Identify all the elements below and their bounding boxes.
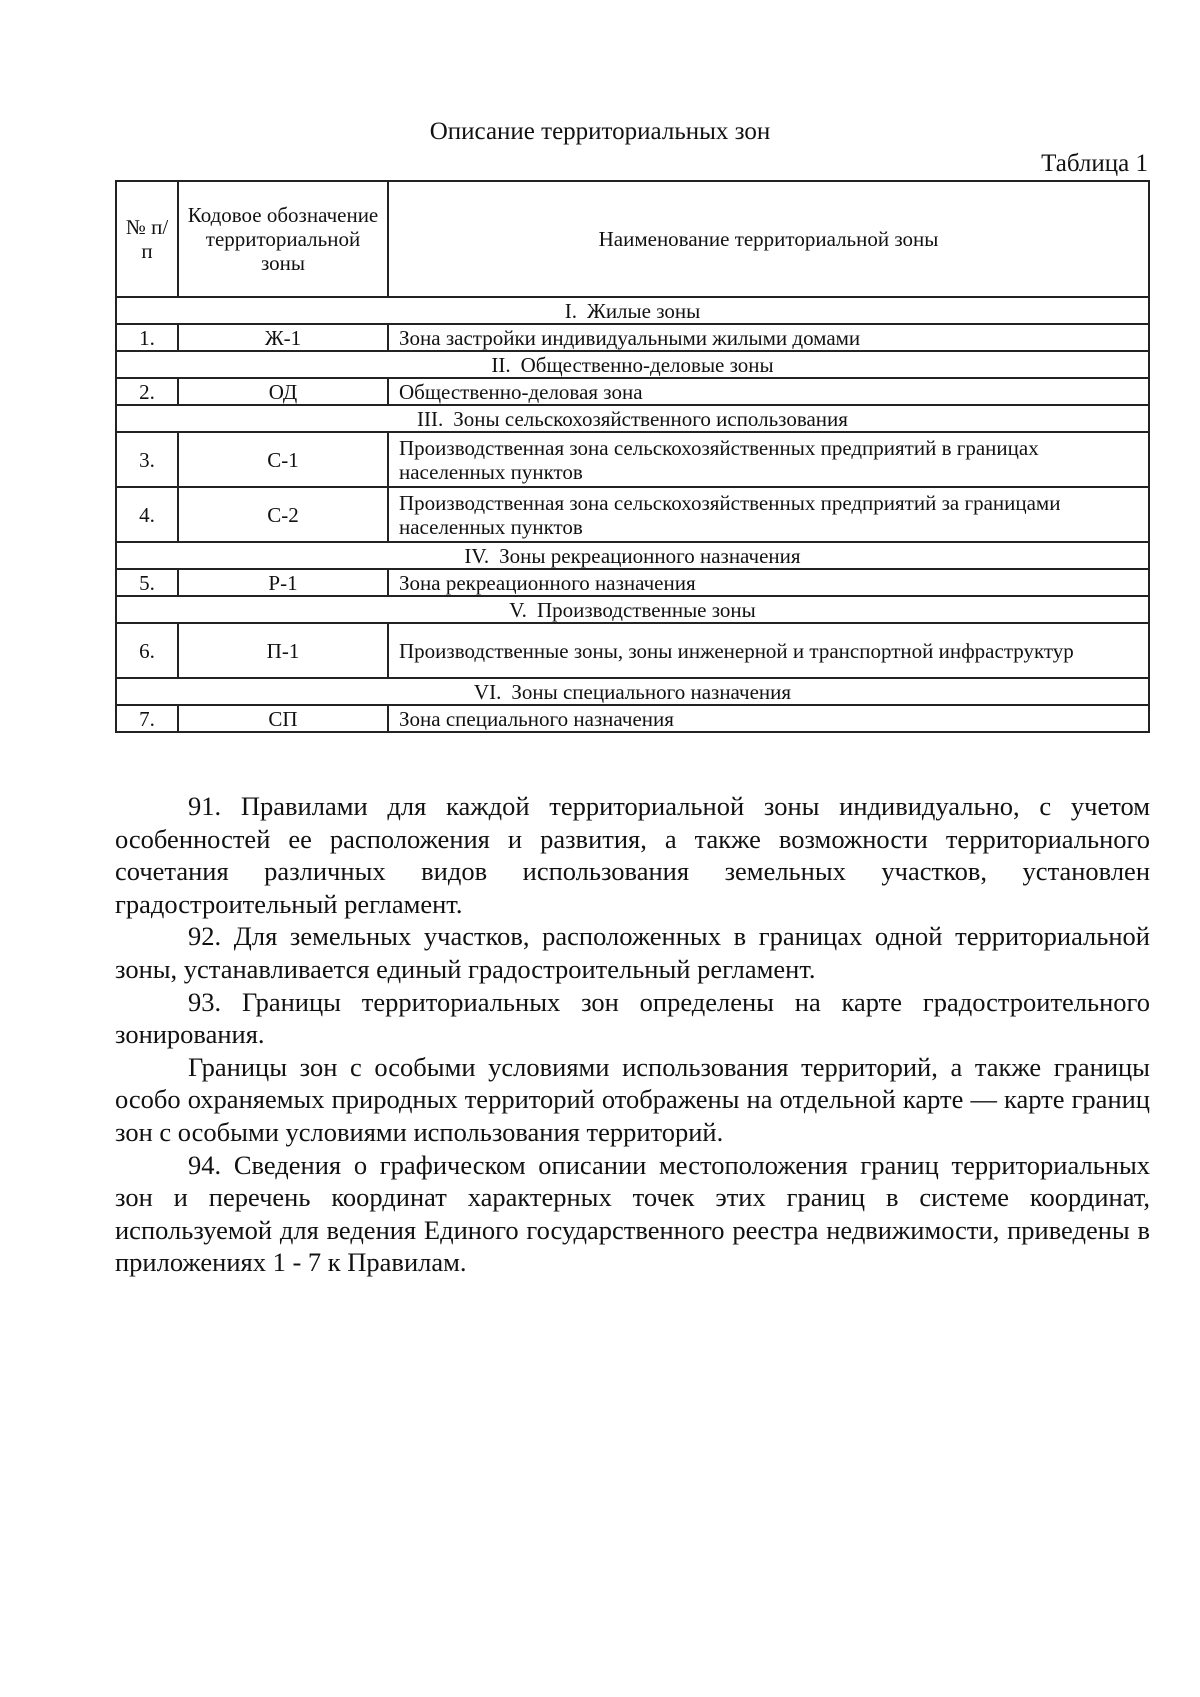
- section-heading-row: [116, 542, 1149, 569]
- section-number: IV.: [464, 543, 490, 568]
- row-num: 4.: [116, 487, 178, 542]
- section-heading-row: [116, 297, 1149, 324]
- row-num: 3.: [116, 432, 178, 487]
- paragraph-93-continued: Границы зон с особыми условиями использования территорий, а также границы особо охраняемых природных территорий отображены на отдельной карте — карте границ зон с особыми условиями использования территорий.: [115, 1051, 1150, 1147]
- section-title: Зоны сельскохозяйственного использования: [453, 406, 848, 431]
- section-number: II.: [491, 352, 511, 377]
- row-num: 2.: [116, 378, 178, 405]
- paragraph-92: 92. Для земельных участков, расположенных в границах одной территориальной зоны, устанавливается единый градостроительный регламент.: [115, 921, 1150, 984]
- table-row: [116, 623, 1149, 678]
- row-code: Р-1: [178, 569, 388, 596]
- table-row: [116, 569, 1149, 596]
- zones-table: [115, 180, 1150, 733]
- row-name: Зона застройки индивидуальными жилыми домами: [388, 324, 1149, 351]
- section-number: III.: [417, 406, 444, 431]
- body-text: [115, 790, 1150, 1279]
- row-code: СП: [178, 705, 388, 732]
- header-name: Наименование территориальной зоны: [388, 181, 1149, 297]
- section-title: Общественно-деловые зоны: [520, 352, 774, 377]
- row-name: Зона рекреационного назначения: [388, 569, 1149, 596]
- page-title: Описание территориальных зон: [429, 118, 771, 145]
- row-name: Общественно-деловая зона: [388, 378, 1149, 405]
- header-num: № п/п: [116, 181, 178, 297]
- table-row: [116, 432, 1149, 487]
- row-name: Зона специального назначения: [388, 705, 1149, 732]
- section-heading-row: [116, 596, 1149, 623]
- section-number: I.: [564, 298, 577, 323]
- row-code: Ж-1: [178, 324, 388, 351]
- paragraph-93: 93. Границы территориальных зон определены на карте градостроительного зонирования.: [115, 986, 1150, 1050]
- table-row: [116, 324, 1149, 351]
- table-label: Таблица 1: [1041, 150, 1148, 177]
- section-title: Производственные зоны: [536, 597, 756, 622]
- row-num: 7.: [116, 705, 178, 732]
- table-header-row: [116, 181, 1149, 297]
- row-name: Производственная зона сельскохозяйственных предприятий в границах населенных пунктов: [388, 432, 1149, 487]
- table-row: [116, 378, 1149, 405]
- row-num: 1.: [116, 324, 178, 351]
- section-heading-row: [116, 678, 1149, 705]
- row-num: 6.: [116, 623, 178, 678]
- table-row: [116, 487, 1149, 542]
- row-code: ОД: [178, 378, 388, 405]
- row-num: 5.: [116, 569, 178, 596]
- row-name: Производственная зона сельскохозяйственных предприятий за границами населенных пунктов: [388, 487, 1149, 542]
- header-code: Кодовое обозначение территориальной зоны: [178, 181, 388, 297]
- section-heading-row: [116, 351, 1149, 378]
- section-number: VI.: [473, 679, 502, 704]
- section-heading-row: [116, 405, 1149, 432]
- section-title: Зоны рекреационного назначения: [499, 543, 801, 568]
- row-code: П-1: [178, 623, 388, 678]
- section-title: Жилые зоны: [587, 298, 701, 323]
- row-code: С-1: [178, 432, 388, 487]
- table-row: [116, 705, 1149, 732]
- paragraph-91: 91. Правилами для каждой территориальной зоны индивидуально, с учетом особенностей ее расположения и развития, а также возможности территориального сочетания различных видов использования земельных участков, установлен градостроительный регламент.: [115, 791, 1150, 919]
- paragraph-94: 94. Сведения о графическом описании местоположения границ территориальных зон и перечень координат характерных точек этих границ в системе координат, используемой для ведения Единого государственного реестра недвижимости, приведены в приложениях 1 - 7 к Правилам.: [115, 1149, 1150, 1278]
- section-title: Зоны специального назначения: [511, 679, 792, 704]
- row-name: Производственные зоны, зоны инженерной и транспортной инфраструктур: [388, 623, 1149, 678]
- section-number: V.: [509, 597, 527, 622]
- row-code: С-2: [178, 487, 388, 542]
